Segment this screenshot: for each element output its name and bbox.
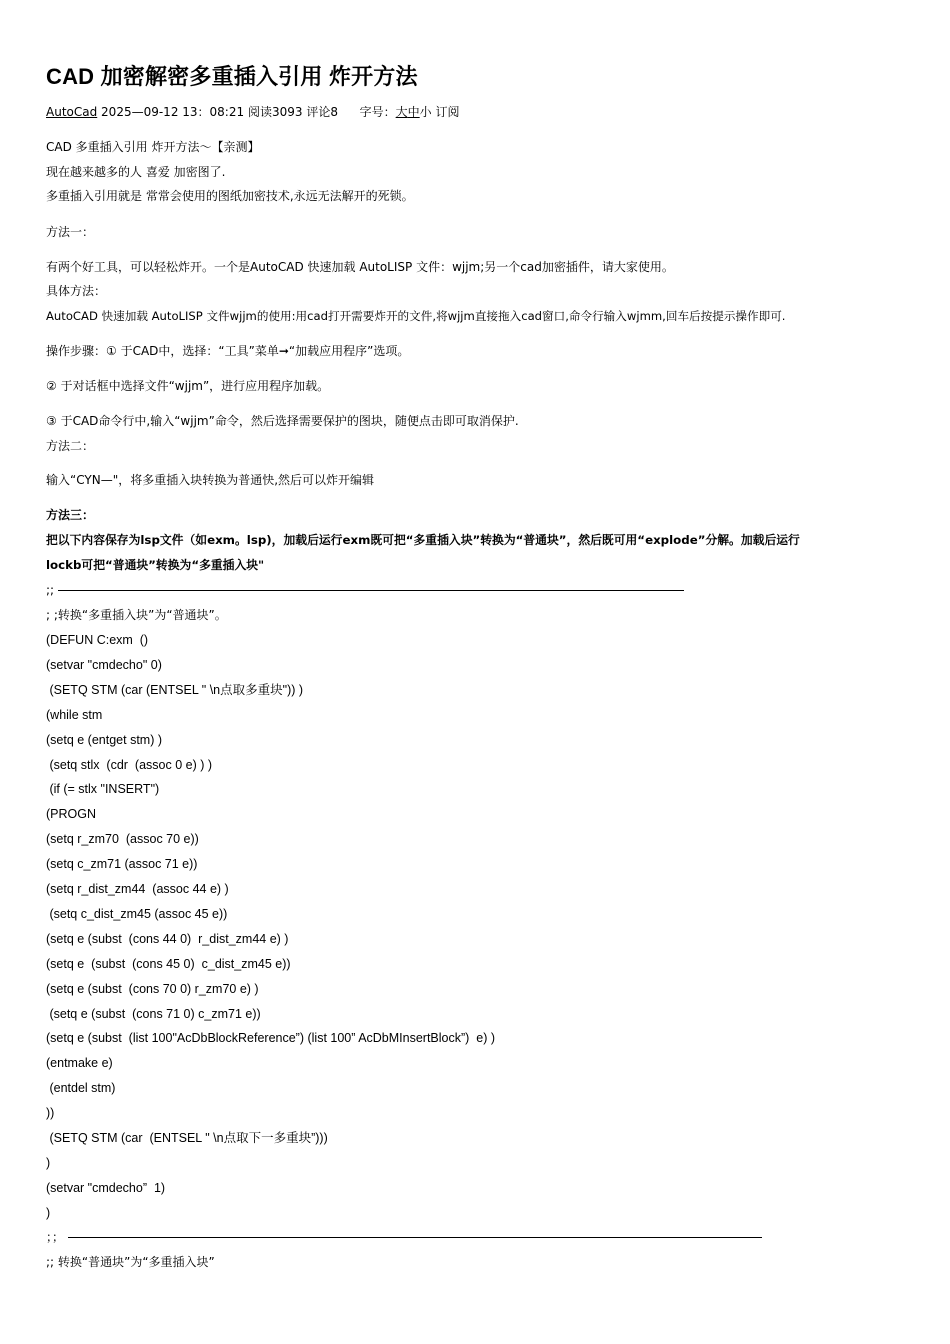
code-line: (setq e (subst (cons 44 0) r_dist_zm44 e) ) bbox=[46, 932, 289, 946]
intro-line: 现在越来越多的人 喜爱 加密图了. bbox=[46, 165, 226, 179]
category-link[interactable]: AutoCad bbox=[46, 105, 98, 119]
code-line: (SETQ STM (car (ENTSEL " \n点取下一多重块”))) bbox=[46, 1131, 328, 1145]
code-line: (setq e (subst (list 100"AcDbBlockReference”) (list 100” AcDbMInsertBlock”) e) ) bbox=[46, 1031, 496, 1045]
code-line: )) bbox=[46, 1106, 55, 1120]
code-line: (setvar "cmdecho” 1) bbox=[46, 1181, 166, 1195]
font-size-small-link[interactable]: 小 bbox=[419, 105, 432, 119]
code-line: (SETQ STM (car (ENTSEL " \n点取多重块")) ) bbox=[46, 683, 304, 697]
separator-prefix: ；； bbox=[46, 1230, 65, 1244]
method2-description: 输入“CYN—"，将多重插入块转换为普通快,然后可以炸开编辑 bbox=[46, 473, 375, 487]
code-line: (setq e (subst (cons 70 0) r_zm70 e) ) bbox=[46, 982, 259, 996]
code-separator bbox=[46, 582, 684, 598]
code-line: (setq c_dist_zm45 (assoc 45 e)) bbox=[46, 907, 228, 921]
code-line: (entdel stm) bbox=[46, 1081, 116, 1095]
intro-line: 多重插入引用就是 常常会使用的图纸加密技术,永远无法解开的死锁。 bbox=[46, 189, 414, 203]
code-line: (PROGN bbox=[46, 807, 96, 821]
font-size-medium-link[interactable]: 中 bbox=[407, 105, 420, 119]
code-line: (setvar "cmdecho" 0) bbox=[46, 658, 162, 672]
read-count: 阅读3093 bbox=[247, 105, 303, 119]
method1-heading: 方法一： bbox=[46, 225, 95, 239]
method1-step2: ② 于对话框中选择文件“wjjm”，进行应用程序加载。 bbox=[46, 379, 330, 393]
font-size-label: 字号： bbox=[359, 105, 396, 119]
code-line: ) bbox=[46, 1206, 51, 1220]
code-line: (setq e (entget stm) ) bbox=[46, 733, 163, 747]
code-line: (setq c_zm71 (assoc 71 e)) bbox=[46, 857, 198, 871]
method3-description: lockb可把“普通块”转换为“多重插入块" bbox=[46, 558, 265, 572]
code-line: (setq e (subst (cons 45 0) c_dist_zm45 e)) bbox=[46, 957, 291, 971]
method1-description: 有两个好工具，可以轻松炸开。一个是AutoCAD 快速加载 AutoLISP 文件：wjjm;另一个cad加密插件，请大家使用。 bbox=[46, 260, 674, 274]
code-comment: ;; 转换“普通块”为“多重插入块” bbox=[46, 1255, 215, 1269]
method1-how-label: 具体方法： bbox=[46, 284, 107, 298]
article-meta bbox=[46, 103, 460, 120]
code-separator bbox=[46, 1229, 762, 1245]
code-line: ) bbox=[46, 1156, 51, 1170]
method1-how: AutoCAD 快速加载 AutoLISP 文件wjjm的使用:用cad打开需要炸开的文件,将wjjm直接拖入cad窗口,命令行输入wjmm,回车后按提示操作即可. bbox=[46, 309, 786, 323]
code-line: (if (= stlx "INSERT") bbox=[46, 782, 160, 796]
method3-description: 把以下内容保存为lsp文件（如exm。lsp)，加载后运行exm既可把“多重插入块”转换为“普通块”，然后既可用“explode”分解。加载后运行 bbox=[46, 533, 800, 547]
separator-prefix: ;; bbox=[46, 583, 55, 597]
code-comment: ; ;转换“多重插入块”为“普通块”。 bbox=[46, 608, 227, 622]
method1-step1: 操作步骤：① 于CAD中，选择：“工具”菜单➞“加载应用程序”选项。 bbox=[46, 344, 410, 358]
code-line: (setq r_zm70 (assoc 70 e)) bbox=[46, 832, 199, 846]
post-datetime: 2025—09-12 13：08:21 bbox=[101, 105, 245, 119]
code-line: (setq e (subst (cons 71 0) c_zm71 e)) bbox=[46, 1007, 261, 1021]
font-size-large-link[interactable]: 大 bbox=[395, 105, 408, 119]
method2-heading: 方法二： bbox=[46, 439, 95, 453]
code-line: (setq stlx (cdr (assoc 0 e) ) ) bbox=[46, 758, 213, 772]
method1-step3: ③ 于CAD命令行中,输入“wjjm”命令，然后选择需要保护的图块，随便点击即可取消保护. bbox=[46, 414, 519, 428]
method3-heading: 方法三： bbox=[46, 508, 95, 522]
code-line: (entmake e) bbox=[46, 1056, 113, 1070]
code-line: (while stm bbox=[46, 708, 103, 722]
page-title: CAD 加密解密多重插入引用 炸开方法 bbox=[46, 64, 418, 89]
subscribe-link[interactable]: 订阅 bbox=[435, 105, 460, 119]
intro-line: CAD 多重插入引用 炸开方法～【亲测】 bbox=[46, 140, 260, 154]
code-line: (DEFUN C:exm () bbox=[46, 633, 149, 647]
code-line: (setq r_dist_zm44 (assoc 44 e) ) bbox=[46, 882, 229, 896]
comment-count[interactable]: 评论8 bbox=[306, 105, 338, 119]
